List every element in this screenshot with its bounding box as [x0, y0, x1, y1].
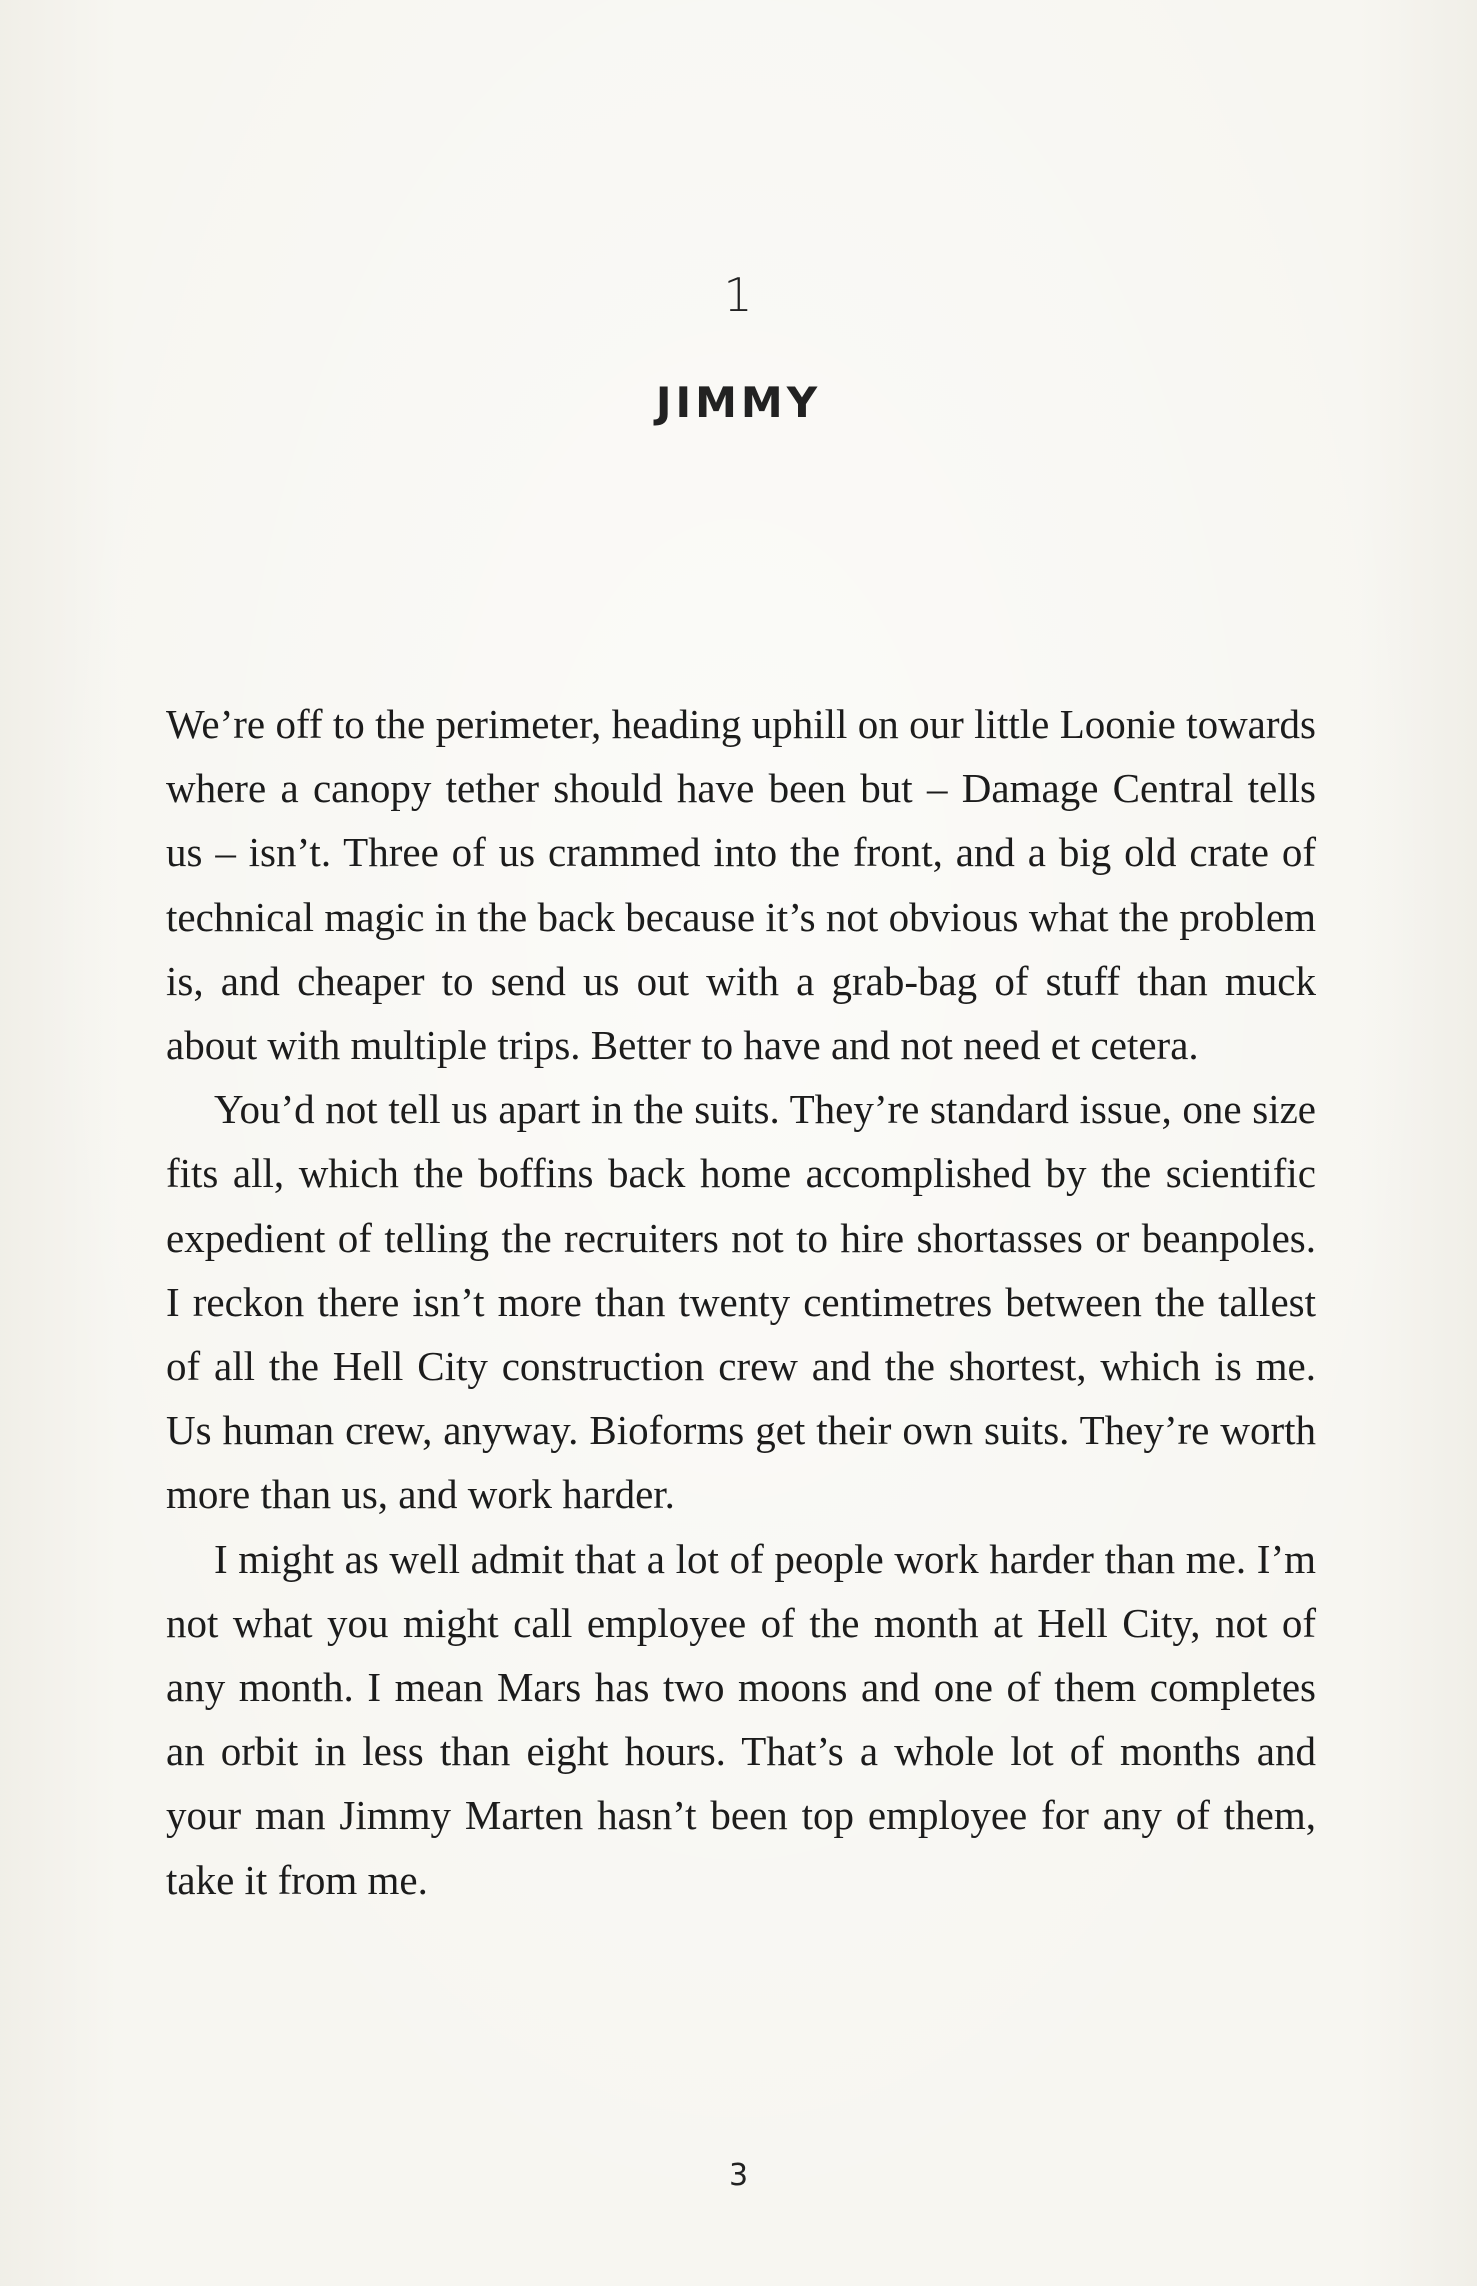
chapter-title: JIMMY: [655, 378, 822, 427]
paragraph-3: I might as well admit that a lot of people work harder than me. I’m not what you might call employee of the month at Hell City, not of any month. I mean Mars has two moons and one of them completes an orbit in less than eight hours. That’s a whole lot of months and your man Jimmy Marten hasn’t been top employee for any of them, take it from me.: [166, 1535, 1316, 1903]
page-number: 3: [728, 2158, 749, 2193]
chapter-body: [166, 692, 1316, 1912]
paragraph-1: We’re off to the perimeter, heading uphill on our little Loonie towards where a canopy tether should have been but – Damage Central tells us – isn’t. Three of us crammed into the front, and a big old crate of technical magic in the back because it’s not obvious what the problem is, and cheaper to send us out with a grab-bag of stuff than muck about with multiple trips. Better to have and not need et cetera.: [166, 701, 1316, 1069]
chapter-number: 1: [723, 268, 754, 322]
paragraph-2: You’d not tell us apart in the suits. They’re standard issue, one size fits all, which the boffins back home accomplished by the scientific expedient of telling the recruiters not to hire shortasses or beanpoles. I reckon there isn’t more than twenty centimetres between the tallest of all the Hell City construction crew and the shortest, which is me. Us human crew, anyway. Bioforms get their own suits. They’re worth more than us, and work harder.: [166, 1086, 1316, 1518]
